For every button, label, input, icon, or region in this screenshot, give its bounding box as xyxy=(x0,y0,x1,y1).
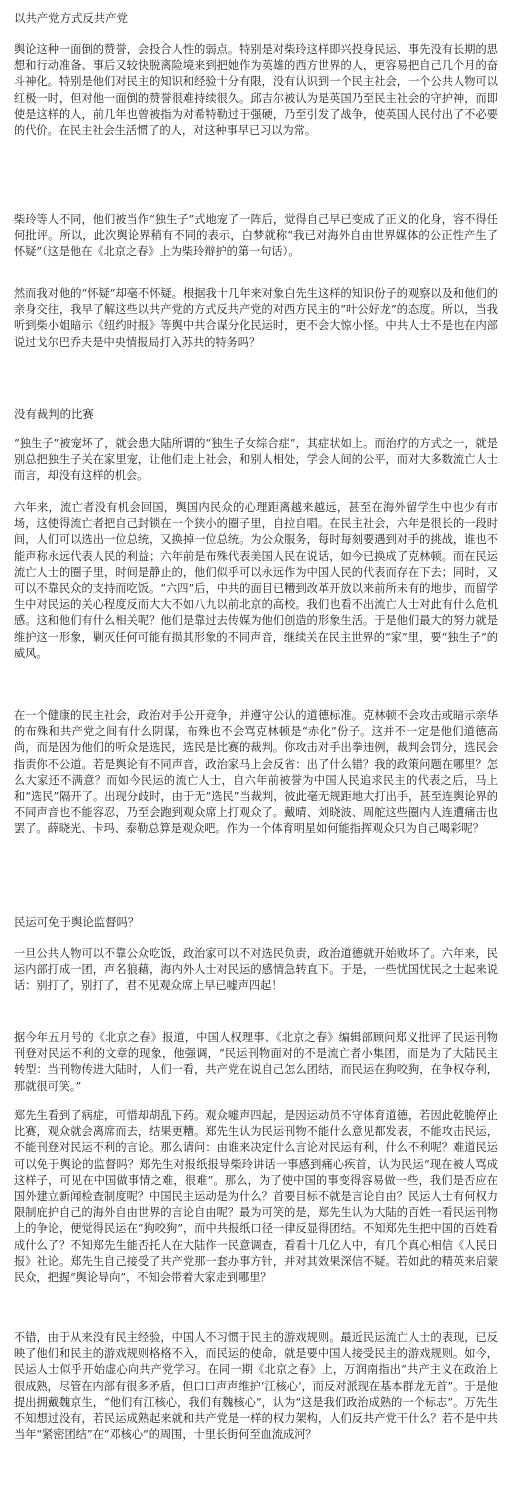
section-1-paragraph-3: 然而我对他的“怀疑”却毫不怀疑。根据我十几年来对象白先生这样的知识份子的观察以及和他们的亲身交往，我早了解这些以共产党的方式反共产党的对西方民主的“叶公好龙”的态度。所以，当我听到柴小姐暗示《纽约时报》等舆中共合谋分化民运时，更不会大惊小怪。中共人士不是也在内部说过戈尔巴乔夫是中央情报局打入苏共的特务吗？ xyxy=(14,287,498,349)
section-1-paragraph-1: 舆论这种一面倒的赞誉，会投合人性的弱点。特别是对柴玲这样即兴投身民运、事先没有长期的思想和行动准备、事后又较快脱离险境来到把她作为英雄的西方世界的人，更容易把自己几个月的奋斗神化。特别是他们对民主的知识和经验十分有限，没有认识到一个民主社会，一个公共人物可以红极一时，但对他一面倒的赞誉很难持续很久。邱吉尔被认为是英国乃至民主社会的守护神，而即使是这样的人，前几年也曾被指为对希特勒过于强硬，乃至引发了战争，使英国人民付出了不必要的代价。在民主社会生活惯了的人，对这种事早已习以为常。 xyxy=(14,43,498,138)
section-3-paragraph-4: 不错，由于从来没有民主经验，中国人不习惯于民主的游戏规则。最近民运流亡人士的表现，已反映了他们和民主的游戏规则格格不入，而民运的使命，就是要中国人接受民主的游戏规则。如今，民运人士似乎开始虚心向共产党学习。在同一期《北京之春》上，万润南指出“共产主义在政治上很成熟，尽管在内部有很多矛盾，但口口声声维护‘江核心’，而反对派现在基本群龙无首”。于是他提出拥戴魏京生，“他们有江核心，我们有魏核心”，认为“这是我们政治成熟的一个标志”。万先生不知想过没有，若民运成熟起来就和共产党是一样的权力架构，人们反共产党干什么？若不是中共当年“紧密团结”在“邓核心”的周围，十里长街何至血流成河？ xyxy=(14,1331,498,1442)
section-3-paragraph-3: 郑先生看到了病症，可惜却胡乱下药。观众嘘声四起，是因运动员不守体育道德，若因此乾脆停止比赛，观众就会离席而去，结果更糟。郑先生认为民运刊物不能什么意见都发表，不能攻击民运，不能刊登对民运不利的言论。那么请问：由谁来决定什么言论对民运有利，什么不利呢？难道民运可以免于舆论的监督吗？郑先生对报纸报导柴玲讲话一事感到痛心疾首，认为民运“现在被人骂成这样子，可见在中国做事情之难，很难”。那么，为了使中国的事变得容易做一些，我们是否应在国外建立新闻检查制度呢？中国民主运动是为什么？首要目标不就是言论自由？民运人士有何权力限制庇护自己的海外自由世界的言论自由呢？最为可笑的是，郑先生认为大陆的百姓一看民运刊物上的争论，便觉得民运在“狗咬狗”，而中共报纸口径一律反显得团结。不知郑先生把中国的百姓看成什么了？不知郑先生能否托人在大陆作一民意调查，看看十几亿人中，有几个真心相信《人民日报》社论。郑先生自己接受了共产党那一套办事方针，并对其效果深信不疑。若如此的精英来启蒙民众，把握“舆论导向”，不知会带着大家走到哪里？ xyxy=(14,1109,498,1285)
section-2-paragraph-1: “独生子”被宠坏了，就会患大陆所谓的“独生子女综合症”，其症状如上。而治疗的方式之一，就是别总把独生子关在家里宠，让他们走上社会，和别人相处，学会人间的公平，而对大多数流亡人士而言，却没有这样的机会。 xyxy=(14,437,498,483)
section-1-title: 以共产党方式反共产党 xyxy=(14,11,128,25)
section-2-paragraph-2: 六年来，流亡者没有机会回国，舆国内民众的心理距离越来越远，甚至在海外留学生中也少有市场，这使得流亡者把自己封锁在一个狭小的圈子里，自拉自唱。在民主社会，六年是很长的一段时间，人们可以选出一位总统，又换掉一位总统。为公众服务，每时每刻要遇到对手的挑战，谁也不能声称永远代表人民的利益；六年前是布殊代表美国人民在说话，如今已换成了克林顿。而在民运流亡人士的圈子里，时间是静止的，他们似乎可以永远作为中国人民的代表而存在下去；同时，又可以不靠民众的支持而吃饭。“六四”后，中共的面目已糟到改革开放以来前所未有的地步，而留学生中对民运的关心程度反而大大不如八九以前北京的高校。我们也看不出流亡人士对此有什么危机感。这和他们有什么相关呢？他们是靠过去传媒为他们创造的形象生活。于是他们最大的努力就是维护这一形象，剿灭任何可能有损其形象的不同声音，继续关在民主世界的“家”里，要“独生子”的威风。 xyxy=(14,501,498,660)
section-3-title: 民运可免于舆论监督吗？ xyxy=(14,915,140,929)
section-2-title: 没有裁判的比赛 xyxy=(14,407,94,421)
section-3-paragraph-2: 据今年五月号的《北京之春》报道，中国人权理事、《北京之春》编辑部顾问郑义批评了民运刊物刊登对民运不利的文章的现象，他强调，“民运刊物面对的不是流亡者小集团，而是为了大陆民主转型：当刊物传进大陆时，人们一看，共产党在说自己怎么团结，而民运在狗咬狗，在争权夺利，那就很可笑。” xyxy=(14,1031,498,1093)
section-1-paragraph-2: 柴玲等人不同，他们被当作“独生子”式地宠了一阵后，觉得自己早已变成了正义的化身，容不得任何批评。所以，此次舆论界稍有不同的表示，白梦就称“我已对海外自由世界媒体的公正性产生了怀疑”（这是他在《北京之春》上为柴玲辩护的第一句话）。 xyxy=(14,213,498,259)
section-2-paragraph-3: 在一个健康的民主社会，政治对手公开竞争，并遵守公认的道德标准。克林顿不会攻击或暗示亲华的布殊和共产党之间有什么阴谋，布殊也不会骂克林顿是“赤化”份子。这并不一定是他们道德高尚，而是因为他们的听众是选民，选民是比赛的裁判。你攻击对手出拳违例，裁判会罚分，选民会指责你不公道。若是舆论有不同声音，政治家马上会反省：出了什么错？我的政策问题在哪里？怎么大家还不满意？而如今民运的流亡人士，自六年前被誉为中国人民追求民主的代表之后，马上和“选民”隔开了。出现分歧时，由于无“选民”当裁判，彼此毫无规距地大打出手，甚至连舆论界的不同声音也不能容忍，乃至会跑到观众席上打观众了。戴晴、刘晓波、周舵这些圈内人连遭痛击也罢了。薛晓光、卡玛、泰勒总算是观众吧。作为一个体育明星如何能指挥观众只为自己喝彩呢？ xyxy=(14,709,498,836)
section-3-paragraph-1: 一旦公共人物可以不靠公众吃饭，政治家可以不对选民负责，政治道德就开始败坏了。六年来，民运内部打成一团，声名狼藉，海内外人士对民运的感情急转直下。于是，一些忧国忧民之士起来说话：别打了，别打了，君不见观众席上早已嘘声四起！ xyxy=(14,947,498,993)
